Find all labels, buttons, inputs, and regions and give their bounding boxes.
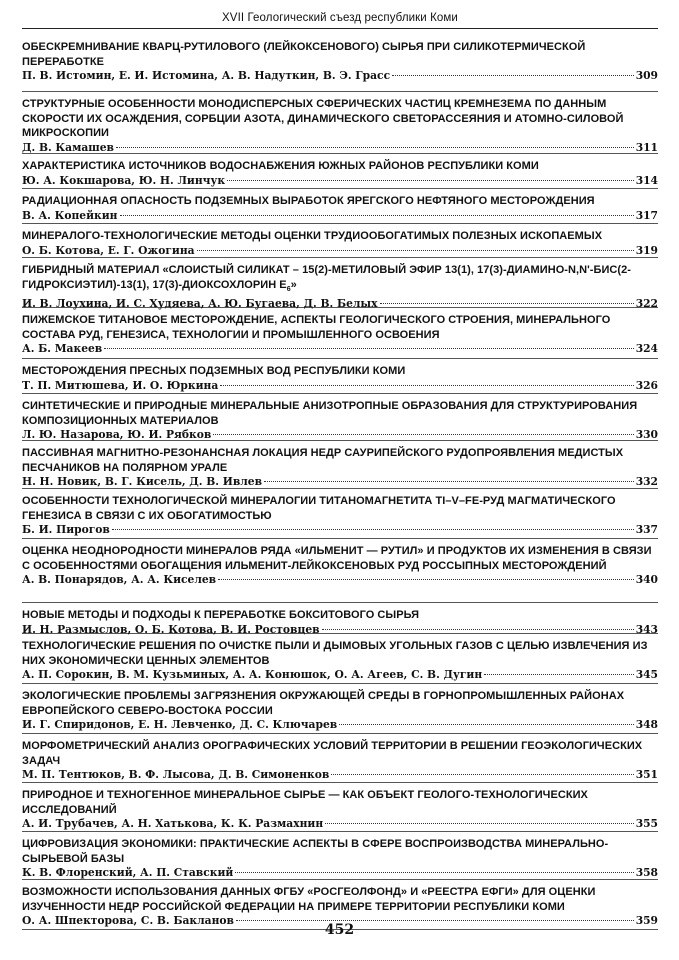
dot-leader: [380, 303, 634, 304]
toc-entry[interactable]: [22, 308, 658, 359]
entry-title: ПИЖЕМСКОЕ ТИТАНОВОЕ МЕСТОРОЖДЕНИЕ, АСПЕКТЫ ГЕОЛОГИЧЕСКОГО СТРОЕНИЯ, МИНЕРАЛЬНОГО СОСТАВА РУД, ГЕНЕЗИСА, ТЕХНОЛОГИИ И ПРОМЫШЛЕННОГО ОСВОЕНИЯ: [22, 314, 611, 341]
dot-leader: [213, 434, 633, 435]
dot-leader: [484, 674, 634, 675]
entry-authors-line: [22, 342, 658, 356]
entry-page-number: 345: [635, 668, 658, 682]
entry-page-number: 322: [635, 297, 658, 311]
entry-page-number: 351: [635, 768, 658, 782]
toc-entry[interactable]: [22, 489, 658, 539]
dot-leader: [227, 180, 634, 181]
toc-entry[interactable]: [22, 258, 658, 311]
entry-title: МОРФОМЕТРИЧЕСКИЙ АНАЛИЗ ОРОГРАФИЧЕСКИХ УСЛОВИЙ ТЕРРИТОРИИ В РЕШЕНИИ ГЕОЭКОЛОГИЧЕСКИХ ЗАДАЧ: [22, 740, 643, 767]
toc-entry[interactable]: [22, 832, 658, 880]
entry-authors: И. Г. Спиридонов, Е. Н. Левченко, Д. С. Ключарев: [22, 718, 338, 732]
running-header-title: XVII Геологический съезд республики Коми: [222, 12, 458, 24]
footer-page-number: 452: [324, 922, 355, 938]
entry-authors: В. А. Копейкин: [22, 208, 118, 222]
dot-leader: [392, 75, 634, 76]
entry-title: ПАССИВНАЯ МАГНИТНО-РЕЗОНАНСНАЯ ЛОКАЦИЯ НЕДР САУРИПЕЙСКОГО РУДОПРОЯВЛЕНИЯ МЕДИСТЫХ ПЕСЧАНИКОВ НА ПОЛЯРНОМ УРАЛЕ: [22, 447, 624, 474]
entry-page-number: 340: [635, 573, 658, 587]
toc-entry[interactable]: [22, 92, 658, 154]
toc-entry[interactable]: [22, 539, 658, 603]
entry-page-number: 319: [635, 243, 658, 257]
entry-authors: О. А. Шпекторова, С. В. Бакланов: [22, 914, 234, 928]
dot-leader: [220, 385, 633, 386]
dot-leader: [322, 629, 634, 630]
entry-authors: Н. Н. Новик, В. Г. Кисель, Д. В. Ивлев: [22, 475, 263, 489]
entry-page-number: 337: [635, 523, 658, 537]
dot-leader: [120, 215, 634, 216]
entry-title: ПРИРОДНОЕ И ТЕХНОГЕННОЕ МИНЕРАЛЬНОЕ СЫРЬЕ — КАК ОБЪЕКТ ГЕОЛОГО-ТЕХНОЛОГИЧЕСКИХ ИССЛЕДОВАНИЙ: [22, 789, 588, 816]
entry-page-number: 343: [635, 622, 658, 636]
entry-authors: Д. В. Камашев: [22, 140, 114, 154]
entry-authors-line: [22, 69, 658, 83]
dot-leader: [112, 529, 634, 530]
entry-authors: Л. Ю. Назарова, Ю. И. Рябков: [22, 428, 212, 442]
entry-authors: Т. П. Митюшева, И. О. Юркина: [22, 378, 219, 392]
dot-leader: [331, 774, 633, 775]
entry-authors: А. Б. Макеев: [22, 342, 103, 356]
dot-leader: [325, 823, 634, 824]
toc-entry[interactable]: [22, 603, 658, 634]
entry-title: СТРУКТУРНЫЕ ОСОБЕННОСТИ МОНОДИСПЕРСНЫХ СФЕРИЧЕСКИХ ЧАСТИЦ КРЕМНЕЗЕМА ПО ДАННЫМ СКОРОСТИ ИХ ОСАЖДЕНИЯ, СОРБЦИИ АЗОТА, ДИНАМИЧЕСКОГО СВЕТОРАССЕЯНИЯ И АТОМНО-СИЛОВОЙ МИКРОСКОПИИ: [22, 98, 624, 140]
entry-title: ТЕХНОЛОГИЧЕСКИЕ РЕШЕНИЯ ПО ОЧИСТКЕ ПЫЛИ И ДЫМОВЫХ УГОЛЬНЫХ ГАЗОВ С ЦЕЛЬЮ ИЗВЛЕЧЕНИЯ ИЗ НИХ ЭКОНОМИЧЕСКИ ЦЕННЫХ ЭЛЕМЕНТОВ: [22, 640, 648, 667]
entry-title: РАДИАЦИОННАЯ ОПАСНОСТЬ ПОДЗЕМНЫХ ВЫРАБОТОК ЯРЕГСКОГО НЕФТЯНОГО МЕСТОРОЖДЕНИЯ: [22, 195, 595, 207]
entry-authors: А. В. Понарядов, А. А. Киселев: [22, 573, 217, 587]
entry-page-number: 355: [635, 817, 658, 831]
entry-title: СИНТЕТИЧЕСКИЕ И ПРИРОДНЫЕ МИНЕРАЛЬНЫЕ АНИЗОТРОПНЫЕ ОБРАЗОВАНИЯ ДЛЯ СТРУКТУРИРОВАНИЯ КОМПОЗИЦИОННЫХ МАТЕРИАЛОВ: [22, 400, 638, 427]
entry-page-number: 330: [635, 428, 658, 442]
entry-authors-line: [22, 244, 658, 258]
toc-entry[interactable]: [22, 224, 658, 258]
entry-title: МЕСТОРОЖДЕНИЯ ПРЕСНЫХ ПОДЗЕМНЫХ ВОД РЕСПУБЛИКИ КОМИ: [22, 365, 406, 377]
dot-leader: [264, 481, 634, 482]
entry-authors-line: [22, 573, 658, 587]
dot-leader: [218, 579, 634, 580]
toc-entry[interactable]: [22, 734, 658, 783]
entry-authors: К. В. Флоренский, А. П. Ставский: [22, 866, 234, 880]
toc-entry[interactable]: [22, 783, 658, 832]
entry-title: ОЦЕНКА НЕОДНОРОДНОСТИ МИНЕРАЛОВ РЯДА «ИЛЬМЕНИТ — РУТИЛ» И ПРОДУКТОВ ИХ ИЗМЕНЕНИЯ В СВЯЗИ С ОСОБЕННОСТЯМИ ОБОГАЩЕНИЯ ИЛЬМЕНИТ-ЛЕЙКОКСЕНОВЫХ РУД РОССЫПНЫХ МЕСТОРОЖДЕНИЙ: [22, 545, 652, 572]
entry-title-text: ГИБРИДНЫЙ МАТЕРИАЛ «СЛОИСТЫЙ СИЛИКАТ – 15(2)-МЕТИЛОВЫЙ ЭФИР 13(1), 17(3)-ДИАМИНО-N,N'-БИС(2-ГИДРОКСИЭТИЛ)-13(1), 17(3)-ДИОКСОХЛОРИН E: [22, 264, 631, 291]
entry-title: [22, 263, 658, 297]
entry-title-tail: »: [290, 278, 297, 291]
entry-title-subscript: 6: [286, 285, 291, 293]
entry-page-number: 309: [635, 69, 658, 83]
entry-title: ЭКОЛОГИЧЕСКИЕ ПРОБЛЕМЫ ЗАГРЯЗНЕНИЯ ОКРУЖАЮЩЕЙ СРЕДЫ В ГОРНОПРОМЫШЛЕННЫХ РАЙОНАХ ЕВРОПЕЙСКОГО СЕВЕРО-ВОСТОКА РОССИИ: [22, 690, 625, 717]
entry-authors-line: [22, 768, 658, 782]
entry-authors-line: [22, 141, 658, 155]
dot-leader: [104, 348, 633, 349]
entry-authors: Б. И. Пирогов: [22, 523, 110, 537]
table-of-contents: [22, 36, 658, 930]
entry-authors-line: [22, 523, 658, 537]
toc-entry[interactable]: [22, 441, 658, 489]
entry-authors-line: [22, 718, 658, 732]
toc-entry[interactable]: [22, 634, 658, 684]
entry-authors: И. Н. Размыслов, О. Б. Котова, В. И. Ростовцев: [22, 622, 320, 636]
toc-entry[interactable]: [22, 359, 658, 394]
running-header: [22, 6, 658, 29]
entry-authors: И. В. Лоухина, И. С. Худяева, А. Ю. Бугаева, Д. В. Белых: [22, 297, 378, 311]
entry-authors-line: [22, 174, 658, 188]
toc-entry[interactable]: [22, 154, 658, 189]
entry-authors: А. И. Трубачев, А. Н. Хатькова, К. К. Размахнин: [22, 817, 324, 831]
entry-page-number: 317: [635, 208, 658, 222]
entry-authors: М. П. Тентюков, В. Ф. Лысова, Д. В. Симоненков: [22, 768, 330, 782]
toc-entry[interactable]: [22, 36, 658, 92]
entry-authors-line: [22, 866, 658, 880]
entry-authors-line: [22, 817, 658, 831]
entry-authors: П. В. Истомин, Е. И. Истомина, А. В. Надуткин, В. Э. Грасс: [22, 69, 391, 83]
entry-title: ЦИФРОВИЗАЦИЯ ЭКОНОМИКИ: ПРАКТИЧЕСКИЕ АСПЕКТЫ В СФЕРЕ ВОСПРОИЗВОДСТВА МИНЕРАЛЬНО-СЫРЬЕВОЙ БАЗЫ: [22, 838, 609, 865]
entry-page-number: 348: [635, 718, 658, 732]
entry-authors-line: [22, 209, 658, 223]
entry-title: ОСОБЕННОСТИ ТЕХНОЛОГИЧЕСКОЙ МИНЕРАЛОГИИ ТИТАНОМАГНЕТИТА TI–V–FE-РУД МАГМАТИЧЕСКОГО ГЕНЕЗИСА В СВЯЗИ С ИХ ОБОГАТИМОСТЬЮ: [22, 495, 616, 522]
entry-title: МИНЕРАЛОГО-ТЕХНОЛОГИЧЕСКИЕ МЕТОДЫ ОЦЕНКИ ТРУДИООБОГАТИМЫХ ПОЛЕЗНЫХ ИСКОПАЕМЫХ: [22, 230, 603, 242]
toc-entry[interactable]: [22, 684, 658, 734]
entry-authors-line: [22, 668, 658, 682]
entry-authors-line: [22, 475, 658, 489]
entry-page-number: 358: [635, 866, 658, 880]
entry-title: ОБЕСКРЕМНИВАНИЕ КВАРЦ-РУТИЛОВОГО (ЛЕЙКОКСЕНОВОГО) СЫРЬЯ ПРИ СИЛИКОТЕРМИЧЕСКОЙ ПЕРЕРАБОТКЕ: [22, 41, 586, 68]
dot-leader: [339, 724, 634, 725]
entry-page-number: 311: [635, 140, 658, 154]
dot-leader: [197, 250, 634, 251]
entry-authors: Ю. А. Кокшарова, Ю. Н. Линчук: [22, 173, 226, 187]
entry-page-number: 324: [635, 342, 658, 356]
toc-entry[interactable]: [22, 394, 658, 441]
entry-title: НОВЫЕ МЕТОДЫ И ПОДХОДЫ К ПЕРЕРАБОТКЕ БОКСИТОВОГО СЫРЬЯ: [22, 609, 420, 621]
entry-page-number: 314: [635, 173, 658, 187]
entry-authors-line: [22, 379, 658, 393]
dot-leader: [116, 147, 634, 148]
page-number-footer: [0, 922, 679, 938]
toc-entry[interactable]: [22, 189, 658, 224]
entry-page-number: 326: [635, 378, 658, 392]
entry-page-number: 332: [635, 475, 658, 489]
entry-title: ВОЗМОЖНОСТИ ИСПОЛЬЗОВАНИЯ ДАННЫХ ФГБУ «РОСГЕОЛФОНД» И «РЕЕСТРА ЕФГИ» ДЛЯ ОЦЕНКИ ИЗУЧЕННОСТИ НЕДР РОССИЙСКОЙ ФЕДЕРАЦИИ НА ПРИМЕРЕ ТЕРРИТОРИИ РЕСПУБЛИКИ КОМИ: [22, 886, 596, 913]
entry-authors: О. Б. Котова, Е. Г. Ожогина: [22, 243, 195, 257]
dot-leader: [235, 872, 633, 873]
entry-authors: А. П. Сорокин, В. М. Кузьминых, А. А. Конюшок, О. А. Агеев, С. В. Дугин: [22, 668, 483, 682]
entry-title: ХАРАКТЕРИСТИКА ИСТОЧНИКОВ ВОДОСНАБЖЕНИЯ ЮЖНЫХ РАЙОНОВ РЕСПУБЛИКИ КОМИ: [22, 160, 539, 172]
entry-page-number: 359: [635, 914, 658, 928]
